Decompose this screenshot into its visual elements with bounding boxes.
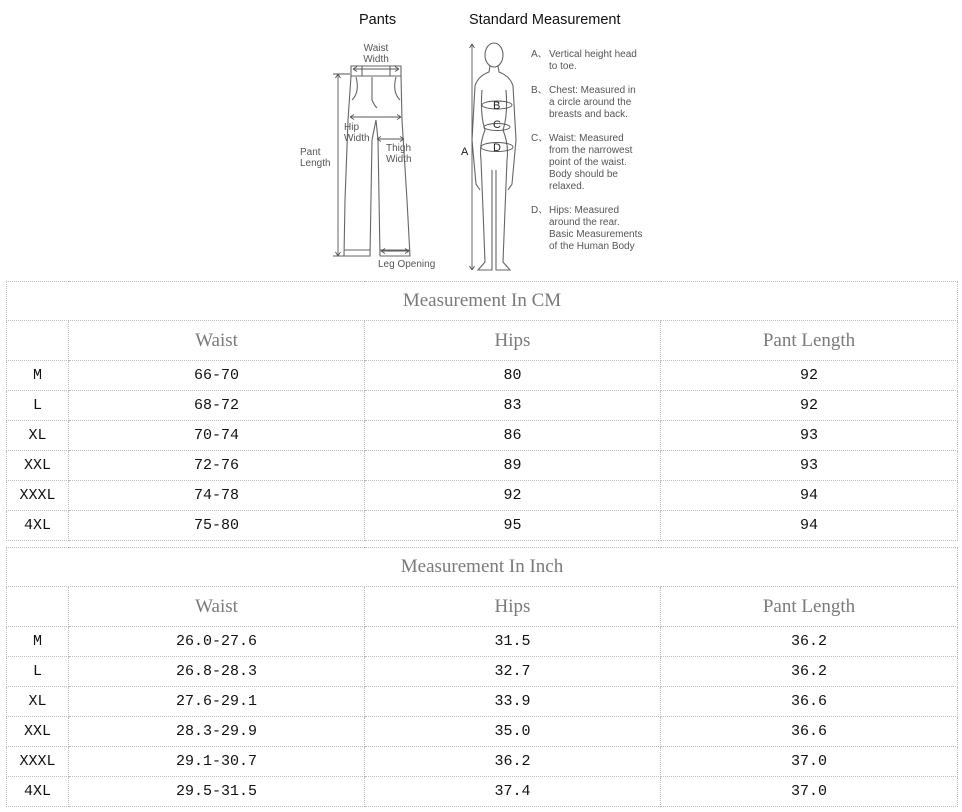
body-letter-a: A xyxy=(461,146,469,158)
hips-cell: 37.4 xyxy=(365,777,661,807)
body-figure-illustration xyxy=(472,43,516,270)
size-cell: XL xyxy=(7,687,69,717)
hips-cell: 33.9 xyxy=(365,687,661,717)
waist-cell: 29.1-30.7 xyxy=(69,747,365,777)
note-c-line: relaxed. xyxy=(549,181,585,192)
pant-length-cell: 36.6 xyxy=(661,687,958,717)
waist-cell: 66-70 xyxy=(69,361,365,391)
note-b-line: a circle around the xyxy=(549,97,632,108)
body-letter-c: C xyxy=(493,119,501,131)
size-cell: XXXL xyxy=(7,481,69,511)
note-d-line: around the rear. xyxy=(549,217,620,228)
waist-cell: 29.5-31.5 xyxy=(69,777,365,807)
body-letter-b: B xyxy=(493,100,501,112)
hip-width-label-2: Width xyxy=(344,133,370,144)
note-a-line: Vertical height head xyxy=(549,49,637,60)
size-cell: XXL xyxy=(7,717,69,747)
hips-cell: 31.5 xyxy=(365,627,661,657)
pant-length-cell: 36.2 xyxy=(661,657,958,687)
note-c-key: C、 xyxy=(531,133,549,144)
hips-cell: 89 xyxy=(365,451,661,481)
table-caption: Measurement In CM xyxy=(7,282,958,321)
table-row xyxy=(7,511,958,541)
hips-cell: 32.7 xyxy=(365,657,661,687)
table-row xyxy=(7,451,958,481)
waist-cell: 26.8-28.3 xyxy=(69,657,365,687)
size-cell: L xyxy=(7,657,69,687)
note-c-line: Waist: Measured xyxy=(549,133,624,144)
pant-length-cell: 36.2 xyxy=(661,627,958,657)
column-header-size xyxy=(7,321,69,361)
hip-width-label-1: Hip xyxy=(344,122,360,133)
waist-cell: 70-74 xyxy=(69,421,365,451)
waist-cell: 75-80 xyxy=(69,511,365,541)
thigh-width-label-1: Thigh xyxy=(386,143,412,154)
pant-length-label-2: Length xyxy=(300,158,331,169)
waist-width-label-2: Width xyxy=(363,54,389,65)
hips-cell: 80 xyxy=(365,361,661,391)
column-header-waist: Waist xyxy=(69,587,365,627)
table-row xyxy=(7,481,958,511)
measurement-diagram xyxy=(0,0,962,280)
thigh-width-label-2: Width xyxy=(386,154,412,165)
standard-measurement-title: Standard Measurement xyxy=(469,12,621,28)
table-row xyxy=(7,777,958,807)
pant-length-cell: 93 xyxy=(661,421,958,451)
waist-cell: 72-76 xyxy=(69,451,365,481)
hips-cell: 95 xyxy=(365,511,661,541)
column-header-pant-length: Pant Length xyxy=(661,587,958,627)
pant-length-cell: 93 xyxy=(661,451,958,481)
size-table-inch xyxy=(6,547,958,807)
table-row xyxy=(7,627,958,657)
size-cell: 4XL xyxy=(7,511,69,541)
table-row xyxy=(7,687,958,717)
pant-length-label-1: Pant xyxy=(300,147,321,158)
hips-cell: 86 xyxy=(365,421,661,451)
note-c-line: Body should be xyxy=(549,169,618,180)
pant-length-cell: 37.0 xyxy=(661,747,958,777)
hips-cell: 35.0 xyxy=(365,717,661,747)
note-a-key: A、 xyxy=(531,49,548,60)
table-row xyxy=(7,717,958,747)
pant-length-cell: 94 xyxy=(661,481,958,511)
column-header-hips: Hips xyxy=(365,587,661,627)
pant-length-cell: 92 xyxy=(661,361,958,391)
waist-cell: 26.0-27.6 xyxy=(69,627,365,657)
pant-length-cell: 92 xyxy=(661,391,958,421)
size-cell: XXL xyxy=(7,451,69,481)
waist-cell: 27.6-29.1 xyxy=(69,687,365,717)
waist-cell: 28.3-29.9 xyxy=(69,717,365,747)
body-measure-lines xyxy=(470,44,514,270)
table-row xyxy=(7,747,958,777)
column-header-size xyxy=(7,587,69,627)
size-cell: M xyxy=(7,627,69,657)
note-d-line: Hips: Measured xyxy=(549,205,620,216)
note-b-key: B、 xyxy=(531,85,548,96)
size-cell: XXXL xyxy=(7,747,69,777)
table-caption: Measurement In Inch xyxy=(7,548,958,587)
size-cell: XL xyxy=(7,421,69,451)
note-d-line: of the Human Body xyxy=(549,241,635,252)
size-cell: M xyxy=(7,361,69,391)
note-c-line: point of the waist. xyxy=(549,157,627,168)
hips-cell: 92 xyxy=(365,481,661,511)
note-a-line: to toe. xyxy=(549,61,577,72)
hips-cell: 36.2 xyxy=(365,747,661,777)
leg-opening-label: Leg Opening xyxy=(378,259,436,270)
pant-length-cell: 94 xyxy=(661,511,958,541)
pant-length-cell: 36.6 xyxy=(661,717,958,747)
column-header-hips: Hips xyxy=(365,321,661,361)
waist-cell: 68-72 xyxy=(69,391,365,421)
waist-cell: 74-78 xyxy=(69,481,365,511)
hips-cell: 83 xyxy=(365,391,661,421)
note-b-line: Chest: Measured in xyxy=(549,85,636,96)
body-letter-d: D xyxy=(493,142,501,154)
table-row xyxy=(7,391,958,421)
note-d-key: D、 xyxy=(531,205,549,216)
pant-length-cell: 37.0 xyxy=(661,777,958,807)
table-row xyxy=(7,657,958,687)
table-row xyxy=(7,421,958,451)
size-cell: 4XL xyxy=(7,777,69,807)
waist-width-label-1: Waist xyxy=(363,43,389,54)
table-row xyxy=(7,361,958,391)
size-table-cm xyxy=(6,281,958,541)
note-d-line: Basic Measurements xyxy=(549,229,643,240)
pants-title: Pants xyxy=(359,12,397,28)
column-header-waist: Waist xyxy=(69,321,365,361)
size-cell: L xyxy=(7,391,69,421)
note-c-line: from the narrowest xyxy=(549,145,633,156)
column-header-pant-length: Pant Length xyxy=(661,321,958,361)
note-b-line: breasts and back. xyxy=(549,109,628,120)
